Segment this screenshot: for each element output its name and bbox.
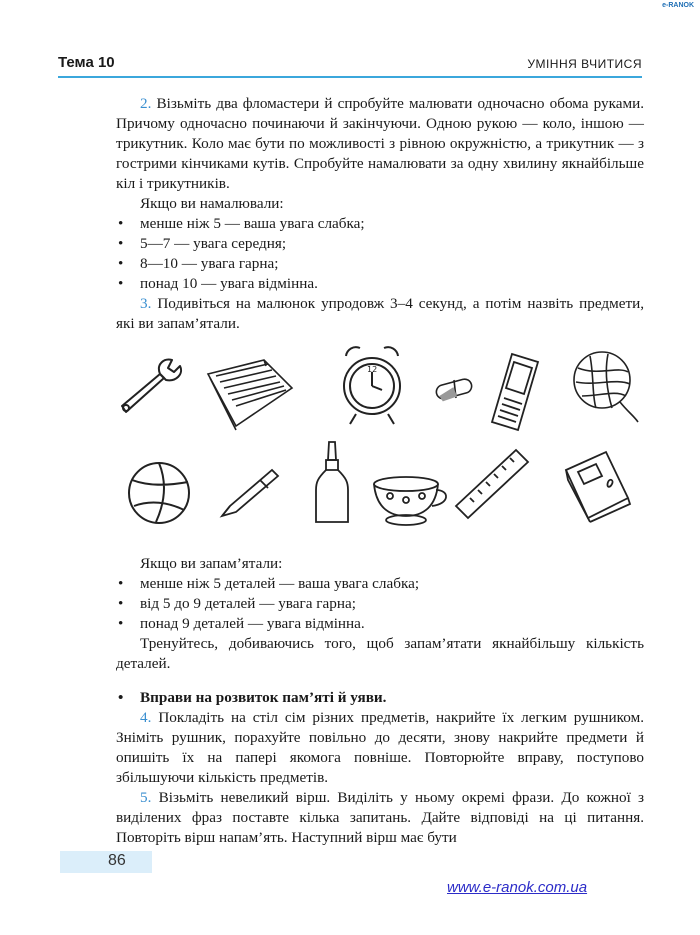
- volleyball-icon: [126, 460, 192, 526]
- publisher-logo: e-RANOK: [662, 2, 694, 9]
- wrench-icon: [116, 356, 188, 416]
- mobile-phone-icon: [486, 350, 546, 434]
- pen-icon: [216, 462, 286, 522]
- section-title: УМІННЯ ВЧИТИСЯ: [527, 57, 642, 71]
- task-4-text: Покладіть на стіл сім різних предметів, накрийте їх легким рушником. Зніміть рушник, порахуйте повільно до десяти, знову накрийте предмети й опишіть їх на папері якомога повніше. Повторюйте вправу, поступово збільшуючи кількість предметів.: [116, 709, 644, 786]
- teacup-icon: [370, 474, 452, 530]
- page-content: [116, 94, 644, 848]
- page-header: [58, 54, 642, 78]
- task-2-paragraph: [116, 94, 644, 194]
- task-2-text: Візьміть два фломастери й спробуйте малювати одночасно обома руками. Причому одночасно починаючи й закінчуючи. Одною рукою — коло, іншою — трикутник. Коло має бути по можливості з рівною окружністю, а трикутник — з гострими кінчиками кутів. Спробуйте намалювати за одну хвилину якнайбільше кіл і трикутників.: [116, 95, 645, 192]
- list-item: • від 5 до 9 деталей — увага гарна;: [116, 594, 644, 614]
- notebook-icon: [204, 352, 296, 432]
- task-3-text: Подивіться на малюнок упродовж 3–4 секунд, а потім назвіть предмети, які ви запам’ятали.: [116, 295, 645, 332]
- task-3-paragraph: [116, 294, 644, 334]
- list-item: • менше ніж 5 деталей — ваша увага слабка;: [116, 574, 644, 594]
- book-icon: [560, 446, 632, 524]
- task-2-lead: Якщо ви намалювали:: [140, 195, 284, 212]
- bottle-icon: [312, 438, 352, 528]
- page-number: 86: [108, 852, 126, 869]
- yarn-ball-icon: [568, 346, 640, 426]
- task-3-lead: Якщо ви запам’ятали:: [140, 555, 283, 572]
- task-5-paragraph: [116, 788, 644, 848]
- memory-picture-grid: [116, 342, 644, 550]
- section-list: [116, 688, 644, 708]
- task-2-list: [116, 214, 644, 294]
- task-3-list: [116, 574, 644, 634]
- page-number-box: [60, 851, 152, 873]
- list-item: • понад 9 деталей — увага відмінна.: [116, 614, 644, 634]
- task-3-number: 3.: [140, 295, 152, 312]
- list-item: • понад 10 — увага відмінна.: [116, 274, 644, 294]
- svg-text:12: 12: [367, 365, 378, 374]
- task-4-number: 4.: [140, 709, 152, 726]
- section-heading: • Вправи на розвиток пам’яті й уяви.: [116, 688, 644, 708]
- ruler-icon: [452, 446, 532, 522]
- task-3-conclusion: Тренуйтесь, добиваючись того, щоб запам’ятати якнайбільшу кількість деталей.: [116, 635, 644, 672]
- list-item: • 8—10 — увага гарна;: [116, 254, 644, 274]
- task-5-text: Візьміть невеликий вірш. Виділіть у ньому окремі фрази. До кожної з виділених фраз поставте кілька запитань. Дайте відповіді на ці питання. Повторіть вірш напам’ять. Наступний вірш має бути: [116, 789, 645, 846]
- pill-icon: [432, 372, 476, 404]
- publisher-url-link[interactable]: www.e-ranok.com.ua: [447, 879, 588, 896]
- task-2-number: 2.: [140, 95, 152, 112]
- list-item: • менше ніж 5 — ваша увага слабка;: [116, 214, 644, 234]
- task-5-number: 5.: [140, 789, 152, 806]
- task-4-paragraph: [116, 708, 644, 788]
- topic-title: Тема 10: [58, 54, 115, 71]
- list-item: • 5—7 — увага середня;: [116, 234, 644, 254]
- alarm-clock-icon: [336, 342, 408, 426]
